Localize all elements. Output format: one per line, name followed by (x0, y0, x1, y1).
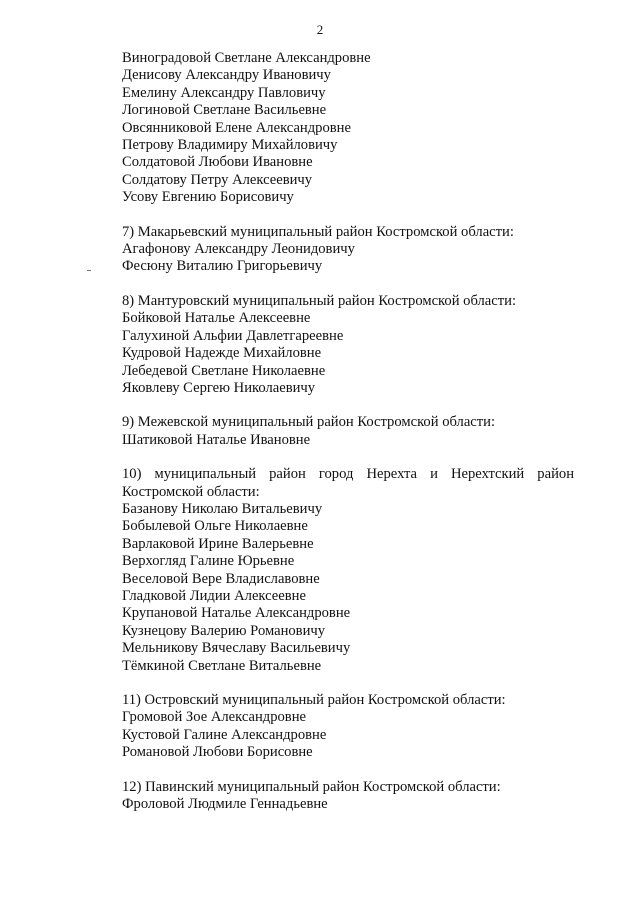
person-name: Логиновой Светлане Васильевне (122, 102, 327, 119)
district-section-7 (122, 224, 574, 276)
section-heading: 7) Макарьевский муниципальный район Костромской области: (122, 223, 514, 240)
intro-name-list (122, 50, 574, 207)
district-section-11 (122, 692, 574, 762)
district-section-8 (122, 293, 574, 397)
person-name: Лебедевой Светлане Николаевне (122, 362, 326, 379)
person-name: Фесюну Виталию Григорьевичу (122, 258, 323, 275)
person-name: Солдатовой Любови Ивановне (122, 154, 313, 171)
district-section-10 (122, 466, 574, 675)
scan-mark (87, 270, 91, 271)
person-name: Бойковой Наталье Алексеевне (122, 310, 311, 327)
person-name: Романовой Любови Борисовне (122, 744, 313, 761)
person-name: Петрову Владимиру Михайловичу (122, 137, 338, 154)
person-name: Виноградовой Светлане Александровне (122, 50, 371, 66)
person-name: Веселовой Вере Владиславовне (122, 570, 320, 587)
person-name: Крупановой Наталье Александровне (122, 605, 351, 622)
section-heading-line-1: 10) муниципальный район город Нерехта и Нерехтский район (122, 466, 574, 483)
district-section-12 (122, 779, 574, 814)
person-name: Громовой Зое Александровне (122, 709, 306, 726)
section-heading: 9) Межевской муниципальный район Костромской области: (122, 414, 496, 431)
person-name: Бобылевой Ольге Николаевне (122, 518, 308, 535)
person-name: Усову Евгению Борисовичу (122, 189, 294, 206)
section-heading: 11) Островский муниципальный район Костромской области: (122, 692, 506, 708)
district-section-9 (122, 414, 574, 449)
person-name: Солдатову Петру Алексеевичу (122, 171, 313, 188)
person-name: Тёмкиной Светлане Витальевне (122, 657, 322, 674)
person-name: Кустовой Галине Александровне (122, 726, 327, 743)
person-name: Мельникову Вячеславу Васильевичу (122, 640, 351, 657)
person-name: Гладковой Лидии Алексеевне (122, 587, 306, 604)
person-name: Яковлеву Сергею Николаевичу (122, 379, 316, 396)
person-name: Агафонову Александру Леонидовичу (122, 241, 355, 258)
person-name: Овсянниковой Елене Александровне (122, 119, 351, 136)
person-name: Кудровой Надежде Михайловне (122, 345, 322, 362)
person-name: Варлаковой Ирине Валерьевне (122, 535, 314, 552)
section-heading: 8) Мантуровский муниципальный район Костромской области: (122, 292, 516, 309)
person-name: Емелину Александру Павловичу (122, 84, 326, 101)
person-name: Галухиной Альфии Давлетгареевне (122, 327, 344, 344)
page-number: 2 (316, 22, 324, 37)
person-name: Базанову Николаю Витальевичу (122, 500, 323, 517)
section-heading: 12) Павинский муниципальный район Костромской области: (122, 778, 501, 795)
person-name: Фроловой Людмиле Геннадьевне (122, 796, 328, 813)
person-name: Шатиковой Наталье Ивановне (122, 431, 311, 448)
document-body (122, 50, 574, 813)
person-name: Денисову Александру Ивановичу (122, 67, 331, 84)
section-heading-line-2: Костромской области: (122, 483, 260, 500)
person-name: Верхогляд Галине Юрьевне (122, 553, 295, 570)
person-name: Кузнецову Валерию Романовичу (122, 622, 326, 639)
